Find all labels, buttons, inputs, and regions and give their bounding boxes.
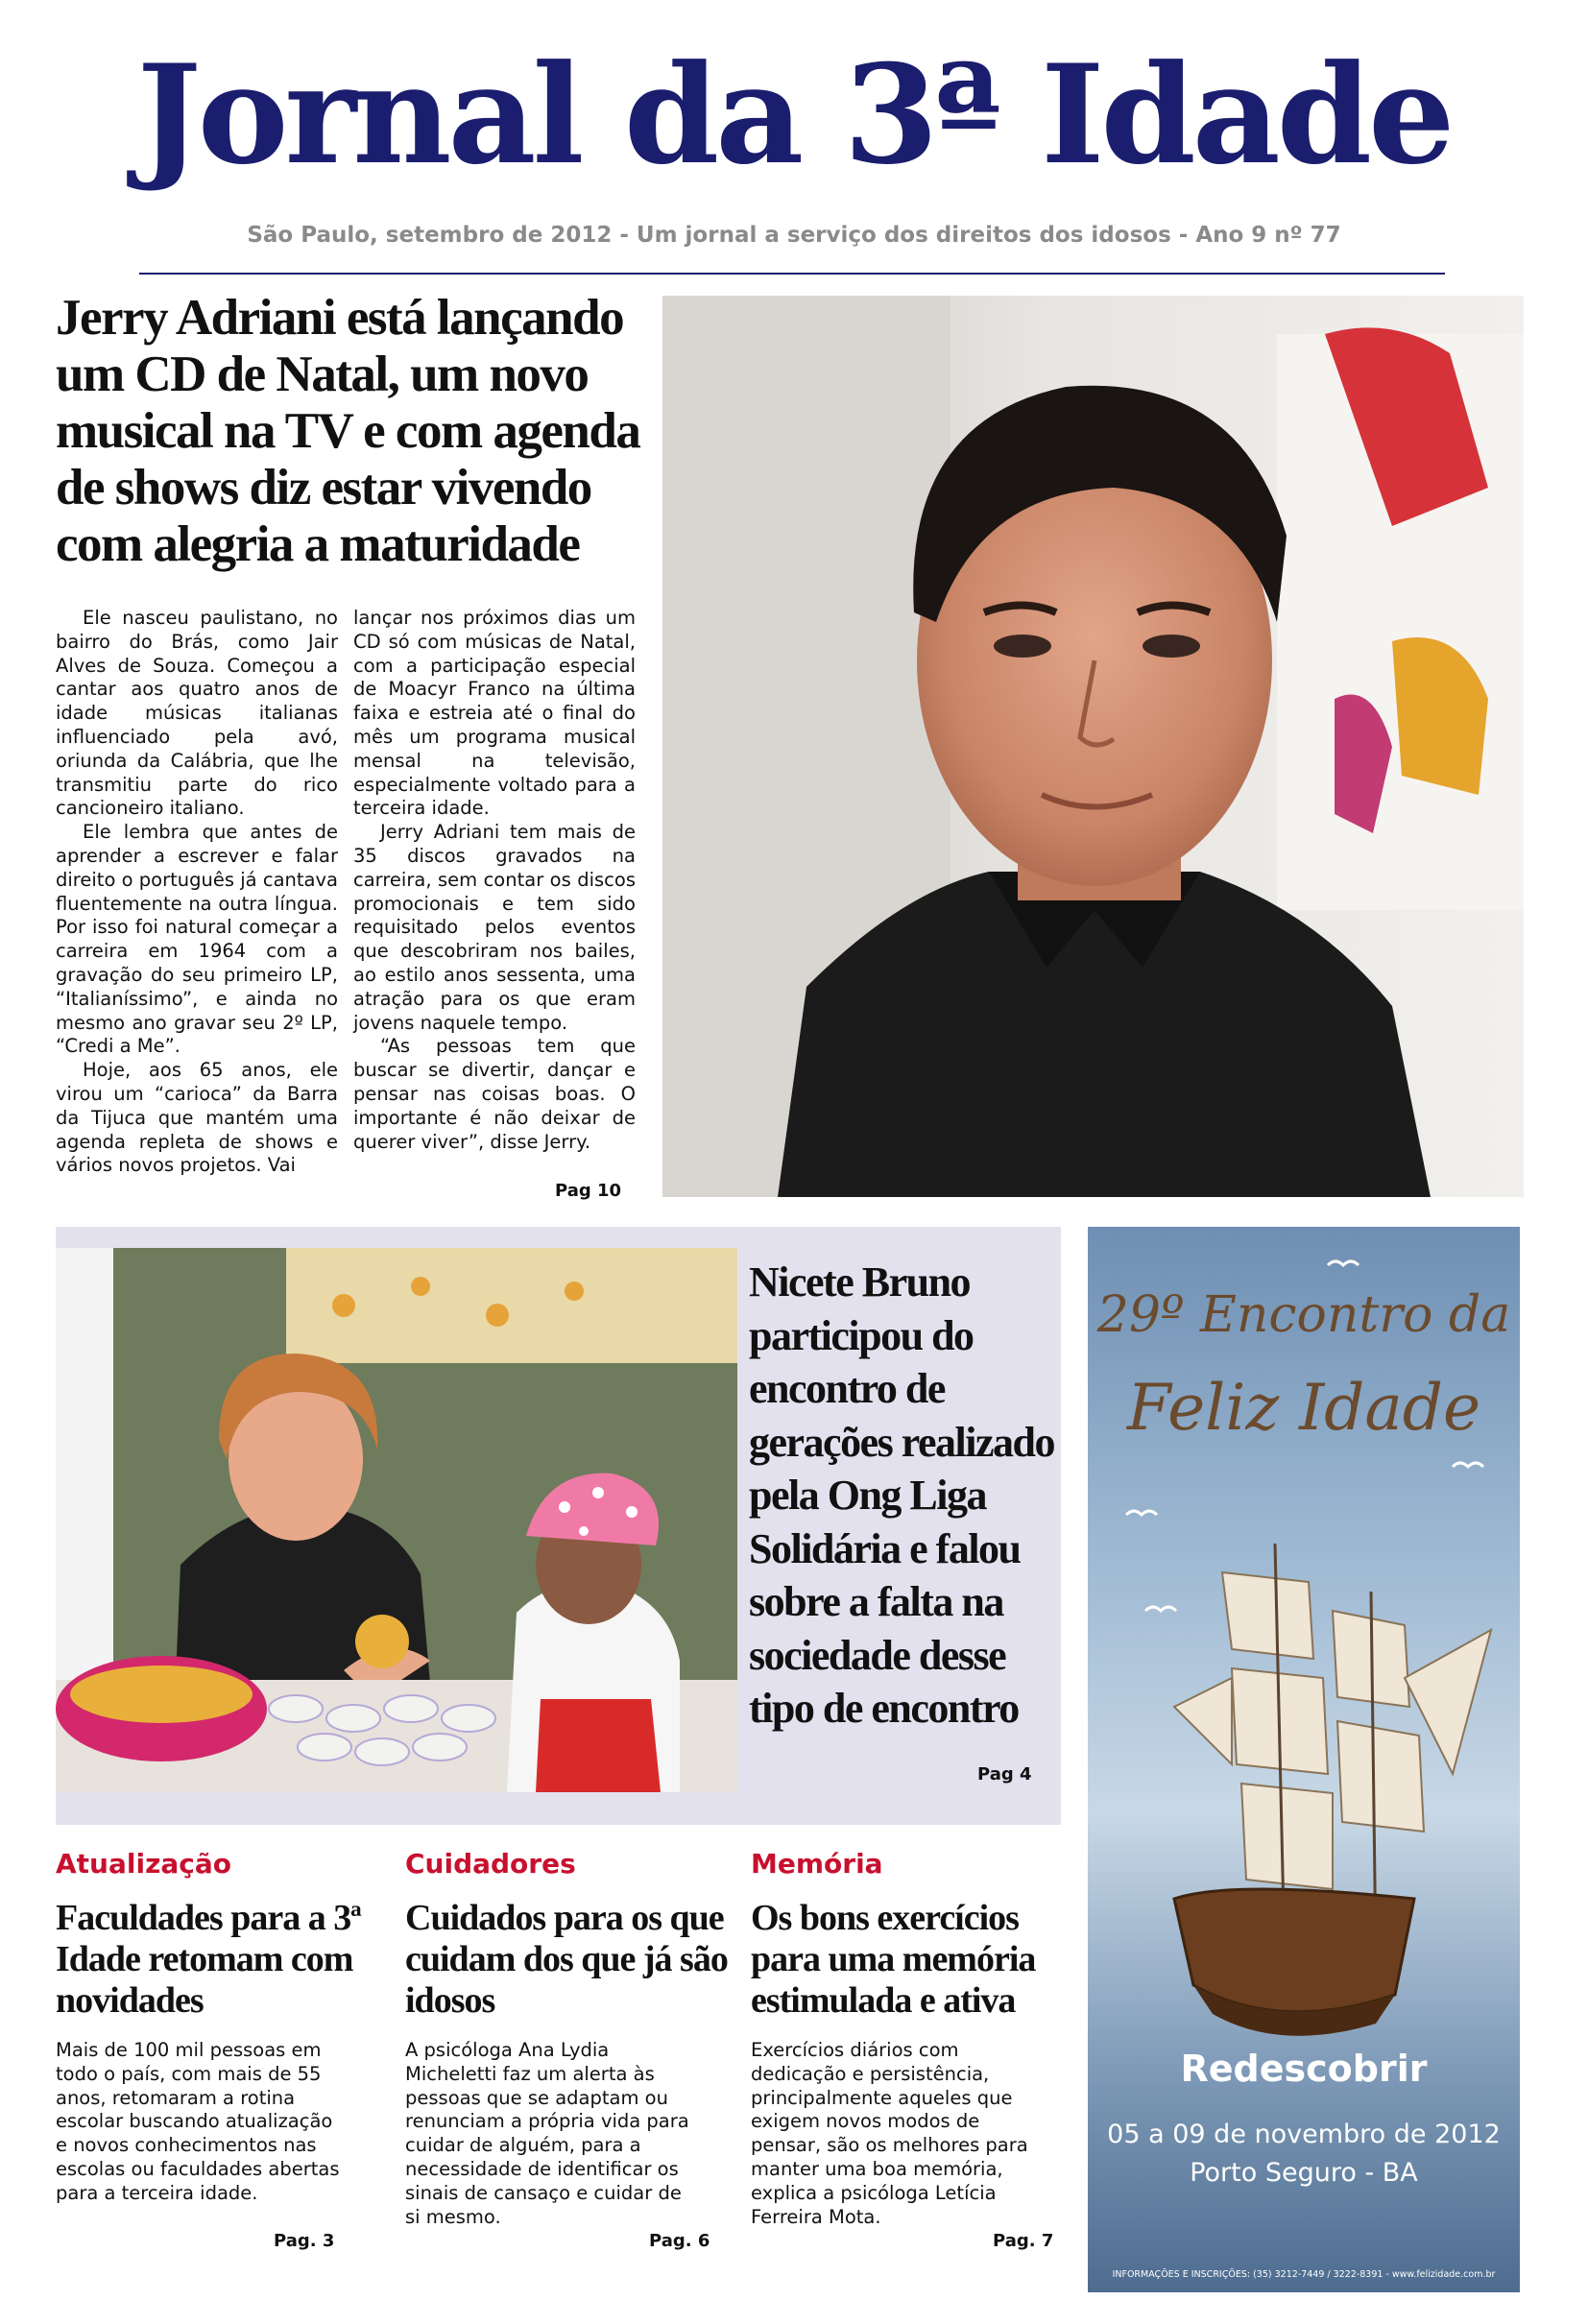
section-label-atualizacao: Atualização <box>56 1848 231 1880</box>
feature-page-ref: Pag 4 <box>977 1764 1032 1785</box>
section-body-cuidadores: A psicóloga Ana Lydia Micheletti faz um alerta às pessoas que se adaptam ou renunciam a própria vida para cuidar de alguém, para a necessidade de identificar os sinais de cansaço e cuidar de si mesmo. <box>405 2039 689 2228</box>
lead-paragraph: Ele lembra que antes de aprender a escrever e falar direito o português já cantava fluentemente na outra língua. Por isso foi natural começar a carreira em 1964 com a gravação do seu primeiro LP, “Italianíssimo”, e ainda no mesmo ano gravar seu 2º LP, “Credi a Me”. <box>56 821 338 1058</box>
section-label-cuidadores: Cuidadores <box>405 1848 576 1880</box>
ad-title-line2: Feliz Idade <box>1126 1371 1481 1445</box>
section-headline-memoria: Os bons exercícios para uma memória estimulada e ativa <box>751 1898 1036 2021</box>
section-body-memoria: Exercícios diários com dedicação e persistência, principalmente aqueles que exigem novos modos de pensar, são os melhores para manter uma boa memória, explica a psicóloga Letícia Ferreira Mota. <box>751 2039 1028 2228</box>
ad-info: INFORMAÇÕES E INSCRIÇÕES: (35) 3212-7449 / 3222-8391 - www.felizidade.com.br <box>1112 2269 1496 2280</box>
lead-headline: Jerry Adriani está lançando um CD de Natal, um novo musical na TV e com agenda de shows diz estar vivendo com alegria a maturidade <box>56 290 640 572</box>
ad-place: Porto Seguro - BA <box>1190 2158 1418 2188</box>
masthead-subline: São Paulo, setembro de 2012 - Um jornal a serviço dos direitos dos idosos - Ano 9 nº 77 <box>247 223 1341 248</box>
section-headline-cuidadores: Cuidados para os que cuidam dos que já são idosos <box>405 1898 728 2021</box>
lead-paragraph: Jerry Adriani tem mais de 35 discos gravados na carreira, sem contar os discos promocionais e tem sido requisitado pelos eventos que descobriram nos bailes, ao estilo anos sessenta, uma atração para os que eram jovens naquele tempo. <box>353 821 636 1034</box>
section-body-atualizacao: Mais de 100 mil pessoas em todo o país, com mais de 55 anos, retomaram a rotina escolar buscando atualização e novos conhecimentos nas escolas ou faculdades abertas para a terceira idade. <box>56 2039 340 2204</box>
masthead-title: Jornal da 3ª Idade <box>136 36 1452 195</box>
lead-paragraph: lançar nos próximos dias um CD só com músicas de Natal, com a participação especial de Moacyr Franco na última faixa e estreia até o final do mês um programa musical mensal na televisão, especialmente voltado para a terceira idade. <box>353 607 636 820</box>
section-label-memoria: Memória <box>751 1848 883 1880</box>
lead-column-1 <box>56 607 338 1178</box>
lead-paragraph: Hoje, aos 65 anos, ele virou um “carioca” da Barra da Tijuca que mantém uma agenda repleta de shows e vários novos projetos. Vai <box>56 1059 338 1177</box>
masthead-divider <box>139 273 1445 275</box>
ad-dates: 05 a 09 de novembro de 2012 <box>1107 2120 1501 2149</box>
section-headline-atualizacao: Faculdades para a 3ª Idade retomam com novidades <box>56 1898 361 2021</box>
section-page-ref-atualizacao: Pag. 3 <box>274 2231 335 2251</box>
lead-page-ref: Pag 10 <box>555 1181 622 1201</box>
lead-paragraph: Ele nasceu paulistano, no bairro do Brás, como Jair Alves de Souza. Começou a cantar aos quatro anos de idade músicas italianas influenciado pela avó, oriunda da Calábria, que lhe transmitiu parte do rico cancioneiro italiano. <box>56 607 338 820</box>
lead-paragraph: “As pessoas tem que buscar se divertir, dançar e pensar nas coisas boas. O importante é não deixar de querer viver”, disse Jerry. <box>353 1035 636 1153</box>
portrait-illustration <box>662 296 1524 1197</box>
feature-illustration <box>56 1248 737 1792</box>
section-page-ref-memoria: Pag. 7 <box>993 2231 1054 2251</box>
lead-column-2 <box>353 607 636 1154</box>
feature-headline: Nicete Bruno participou do encontro de gerações realizado pela Ong Liga Solidária e falou sobre a falta na sociedade desse tipo de encontro <box>749 1258 1054 1732</box>
ad-tagline: Redescobrir <box>1180 2048 1428 2090</box>
event-advertisement[interactable] <box>1088 1227 1520 2292</box>
portrait-photo <box>662 296 1524 1197</box>
feature-photo <box>56 1248 737 1792</box>
ad-title-line1: 29º Encontro da <box>1096 1286 1511 1344</box>
section-page-ref-cuidadores: Pag. 6 <box>649 2231 710 2251</box>
